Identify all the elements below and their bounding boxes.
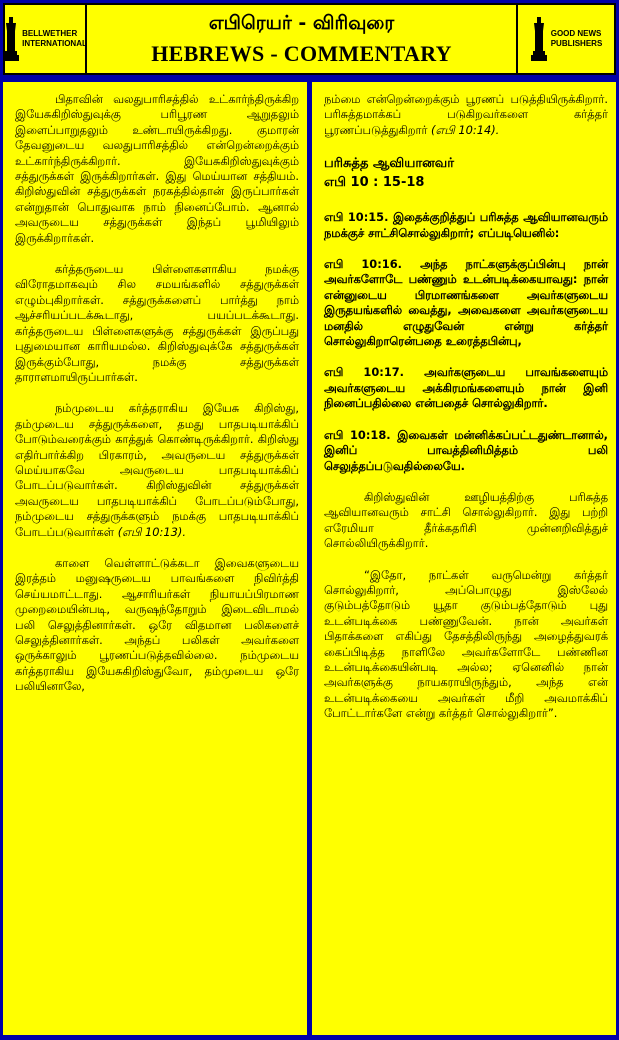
section-title: பரிசுத்த ஆவியானவர் (324, 156, 454, 172)
bell-tower-icon (530, 17, 548, 61)
page-title: HEBREWS - COMMENTARY (151, 40, 452, 66)
bellwether-logo (5, 5, 87, 73)
paragraph (15, 401, 299, 540)
logo-line: INTERNATIONAL (22, 39, 87, 48)
verse: எபி 10:16. அந்த நாட்களுக்குப்பின்பு நான் அவர்களோடே பண்ணும் உடன்படிக்கையாவது: நான் என்னுடைய பிரமாணங்களை அவர்களுடைய இருதயங்களில் வைத்து, அவைகளை அவர்களுடைய மனதில் எழுதுவேன் என்று கர்த்தர் சொல்லுகிறாரென்பதை உரைத்தபின்பு, (324, 257, 608, 349)
paragraph: பிதாவின் வலதுபாரிசத்தில் உட்கார்ந்திருக்கிற இயேசுகிறிஸ்துவுக்கு பரிபூரண ஆறுதலும் இளைப்பாறுதலும் உண்டாயிருக்கிறது. குமாரன் தேவனுடைய வலதுபாரிசத்தில் என்றென்றைக்கும் உட்கார்ந்திருக்கிறார். இயேசுகிறிஸ்துவுக்கும் சத்துருக்கள் இருக்கிறார்கள். இது மெய்யான சத்தியம். கிறிஸ்துவின் சத்துருக்கள் நரகத்தில்தான் இருப்பார்கள் என்றுதான் பொதுவாக நாம் நினைப்போம். ஆனால் அவருடைய சத்துருக்கள் இந்தப் பூமியிலும் இருக்கிறார்கள். (15, 92, 299, 245)
logo-line: GOOD NEWS (550, 29, 602, 38)
page-title-tamil: எபிரெயர் - விரிவுரை (208, 11, 395, 34)
logo-line: BELLWETHER (22, 29, 78, 38)
scripture-reference: (எபி 10:13). (117, 524, 186, 539)
paragraph: கிறிஸ்துவின் ஊழியத்திற்கு பரிசுத்த ஆவியானவரும் சாட்சி சொல்லுகிறார். இது பற்றி எரேமியா தீர்க்கதரிசி முன்னறிவித்துச் சொல்லியிருக்கிறார். (324, 489, 608, 551)
left-column (3, 82, 307, 1035)
good-news-logo (516, 5, 614, 73)
verse: எபி 10:15. இதைக்குறித்துப் பரிசுத்த ஆவியானவரும் நமக்குச் சாட்சிசொல்லுகிறார்; எப்படியெனில்: (324, 210, 608, 240)
paragraph-text: நம்முடைய கர்த்தராகிய இயேசு கிறிஸ்து, தம்முடைய சத்துருக்களை, தமது பாதபடியாக்கிப் போடும்வரைக்கும் காத்துக் கொண்டிருக்கிறார். கிறிஸ்து எதிர்பார்க்கிற பிரகாரம், அவருடைய சத்துருக்கள் மெய்யாகவே அவருடைய பாதபடியாக்கிப் போடப்படுவார்கள். கிறிஸ்துவின் சத்துருக்கள் அவருடைய பாதபடியாக்கிப் போடப்படும்போது, நம்முடைய சத்துருக்களும் நமக்கு பாதபடியாக்கிப் போடப்படுவார்கள் (15, 401, 299, 539)
paragraph (324, 92, 608, 138)
right-column (312, 82, 616, 1035)
paragraph-text: நம்மை என்றென்றைக்கும் பூரணப் படுத்தியிருக்கிறார். பரிசுத்தமாக்கப் படுகிறவர்களை கர்த்தர் பூரணப்படுத்துகிறார் (324, 92, 608, 137)
section-heading (324, 154, 608, 192)
logo-line: PUBLISHERS (550, 39, 603, 48)
verse: எபி 10:18. இவைகள் மன்னிக்கப்பட்டதுண்டானால், இனிப் பாவத்தினிமித்தம் பலி செலுத்தப்படுவதில்லையே. (324, 427, 608, 473)
section-reference: எபி 10 : 15-18 (324, 175, 425, 191)
quote-paragraph: “இதோ, நாட்கள் வருமென்று கர்த்தர் சொல்லுகிறார், அப்பொழுது இஸ்லேல் குடும்பத்தோடும் யூதா குடும்பத்தோடும் புது உடன்படிக்கை பண்ணுவேன். நான் அவர்கள் பிதாக்களை எகிப்து தேசத்திலிருந்து அழைத்துவரக் கைப்பிடித்த நாளிலே அவர்களோடே பண்ணின உடன்படிக்கையின்படி அல்ல; ஏனெனில் நான் அவர்களுக்கு நாயகராயிருந்தும், அந்த என் உடன்படிக்கையை அவர்கள் மீறி அவமாக்கிப் போட்டார்களே என்று கர்த்தர் சொல்லுகிறார்”. (324, 567, 608, 721)
paragraph: காளை வெள்ளாட்டுக்கடா இவைகளுடைய இரத்தம் மனுஷருடைய பாவங்களை நிவிர்த்தி செய்யமாட்டாது. ஆசாரியர்கள் நியாயப்பிரமாண முறைமையின்படி, வருஷந்தோறும் இடைவிடாமல் பலி செலுத்தினார்கள். ஒரே விதமான பலிகளைச் செலுத்தினார்கள். அந்தப் பலிகள் அவர்களை ஒருக்காலும் பூரணப்படுத்தவில்லை. நம்முடைய கர்த்தராகிய இயேசுகிறிஸ்துவோ, தம்முடைய ஒரே பலியினாலே, (15, 555, 299, 694)
scripture-reference: (எபி 10:14). (431, 122, 500, 137)
verse: எபி 10:17. அவர்களுடைய பாவங்களையும் அவர்களுடைய அக்கிரமங்களையும் நான் இனி நினைப்பதில்லை என்பதைச் சொல்லுகிறார். (324, 365, 608, 411)
page-header (3, 3, 616, 75)
bell-tower-icon (3, 17, 19, 61)
paragraph: கர்த்தருடைய பிள்ளைகளாகிய நமக்கு விரோதமாகவும் சில சமயங்களில் சத்துருக்கள் எழும்புகிறார்கள். சத்துருக்களைப் பார்த்து நாம் ஆச்சரியப்படக்கூடாது, பயப்படக்கூடாது. கர்த்தருடைய பிள்ளைகளுக்கு சத்துருக்கள் இருப்பது புதுமையான காரியமல்ல. கிறிஸ்துவுக்கே சத்துருக்கள் இருக்கும்போது, நமக்கு சத்துருக்கள் தாராளமாயிருப்பார்கள். (15, 262, 299, 384)
